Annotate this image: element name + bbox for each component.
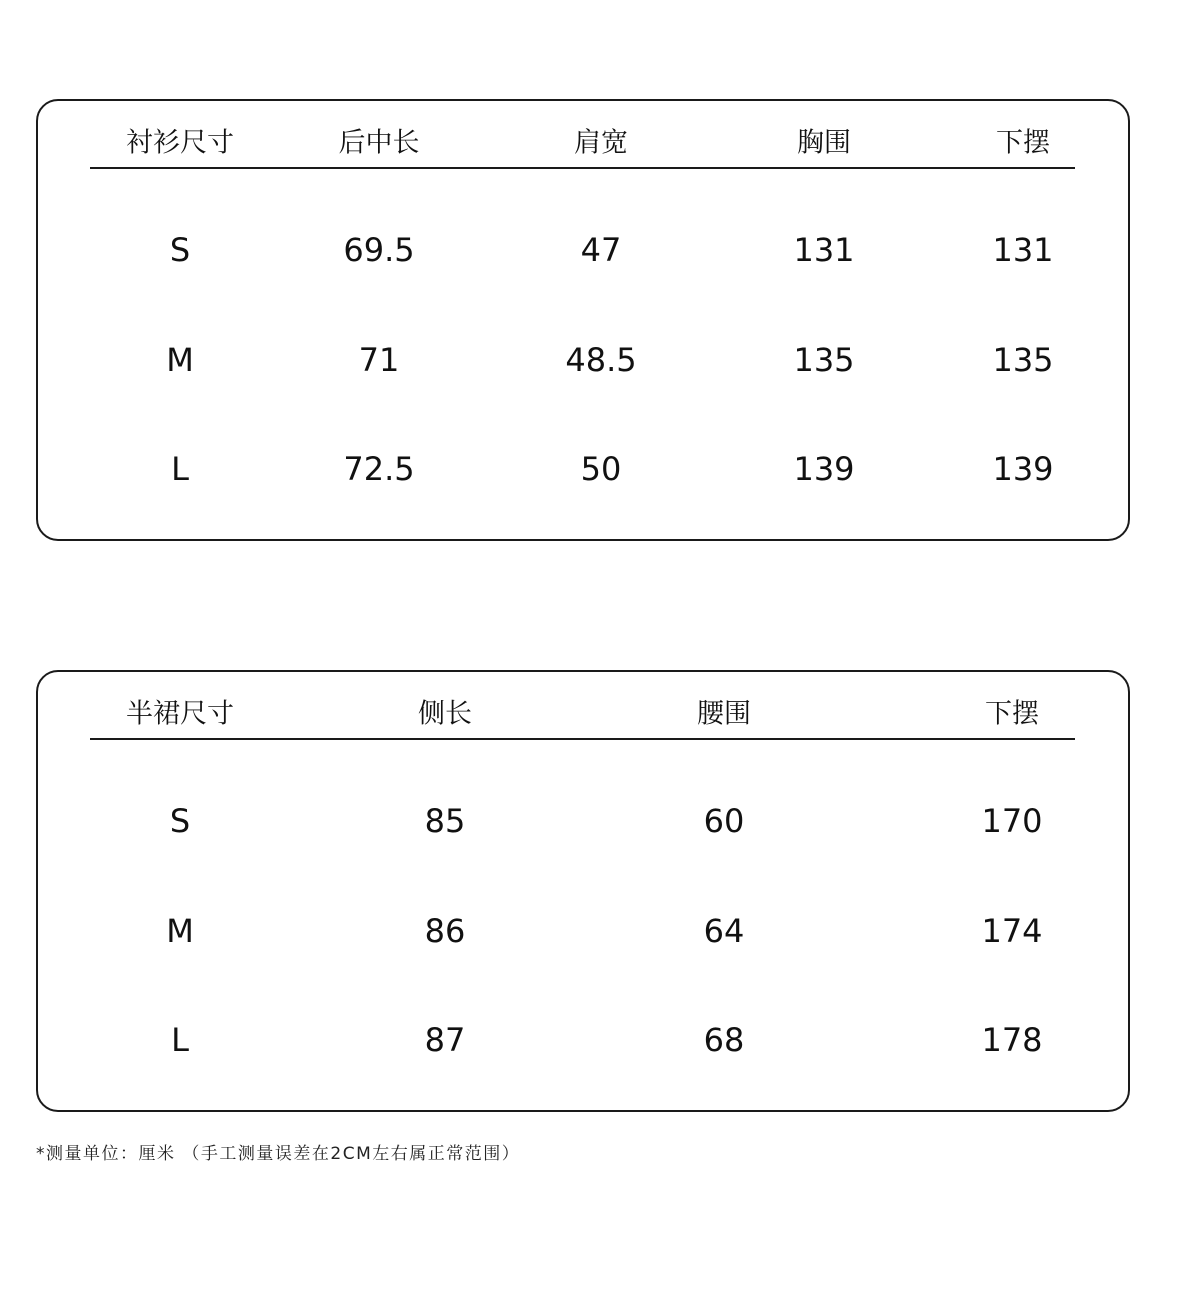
shirt-cell-back-length: 71	[358, 341, 400, 379]
skirt-header-size: 半裙尺寸	[126, 698, 234, 730]
shirt-cell-size: S	[169, 231, 191, 269]
shirt-cell-chest: 139	[793, 450, 855, 488]
shirt-cell-back-length: 69.5	[343, 231, 415, 269]
shirt-cell-back-length: 72.5	[343, 450, 415, 488]
skirt-cell-hem: 174	[981, 912, 1043, 950]
skirt-header-side-length: 侧长	[418, 698, 472, 730]
skirt-cell-waist: 60	[703, 802, 745, 840]
shirt-header-shoulder: 肩宽	[574, 127, 628, 159]
shirt-header-divider	[90, 167, 1075, 169]
shirt-header-hem: 下摆	[996, 127, 1050, 159]
skirt-cell-size: L	[171, 1021, 189, 1059]
shirt-cell-chest: 131	[793, 231, 855, 269]
skirt-cell-waist: 64	[703, 912, 745, 950]
shirt-header-back-length: 后中长	[338, 127, 420, 159]
shirt-header-chest: 胸围	[797, 127, 851, 159]
skirt-header-hem: 下摆	[985, 698, 1039, 730]
shirt-cell-shoulder: 47	[580, 231, 622, 269]
skirt-cell-side-length: 85	[424, 802, 466, 840]
skirt-size-table	[36, 670, 1130, 1112]
skirt-header-divider	[90, 738, 1075, 740]
shirt-size-table	[36, 99, 1130, 541]
shirt-cell-shoulder: 48.5	[565, 341, 637, 379]
skirt-header-waist: 腰围	[697, 698, 751, 730]
shirt-cell-shoulder: 50	[580, 450, 622, 488]
skirt-cell-hem: 178	[981, 1021, 1043, 1059]
shirt-cell-size: M	[166, 341, 194, 379]
skirt-cell-size: S	[169, 802, 191, 840]
shirt-cell-size: L	[171, 450, 189, 488]
skirt-cell-side-length: 86	[424, 912, 466, 950]
shirt-header-size: 衬衫尺寸	[126, 127, 234, 159]
measurement-footnote: *测量单位：厘米 （手工测量误差在2CM左右属正常范围）	[36, 1144, 521, 1164]
skirt-cell-hem: 170	[981, 802, 1043, 840]
shirt-cell-hem: 139	[992, 450, 1054, 488]
shirt-cell-hem: 131	[992, 231, 1054, 269]
skirt-cell-side-length: 87	[424, 1021, 466, 1059]
skirt-cell-waist: 68	[703, 1021, 745, 1059]
shirt-cell-hem: 135	[992, 341, 1054, 379]
shirt-cell-chest: 135	[793, 341, 855, 379]
skirt-cell-size: M	[166, 912, 194, 950]
